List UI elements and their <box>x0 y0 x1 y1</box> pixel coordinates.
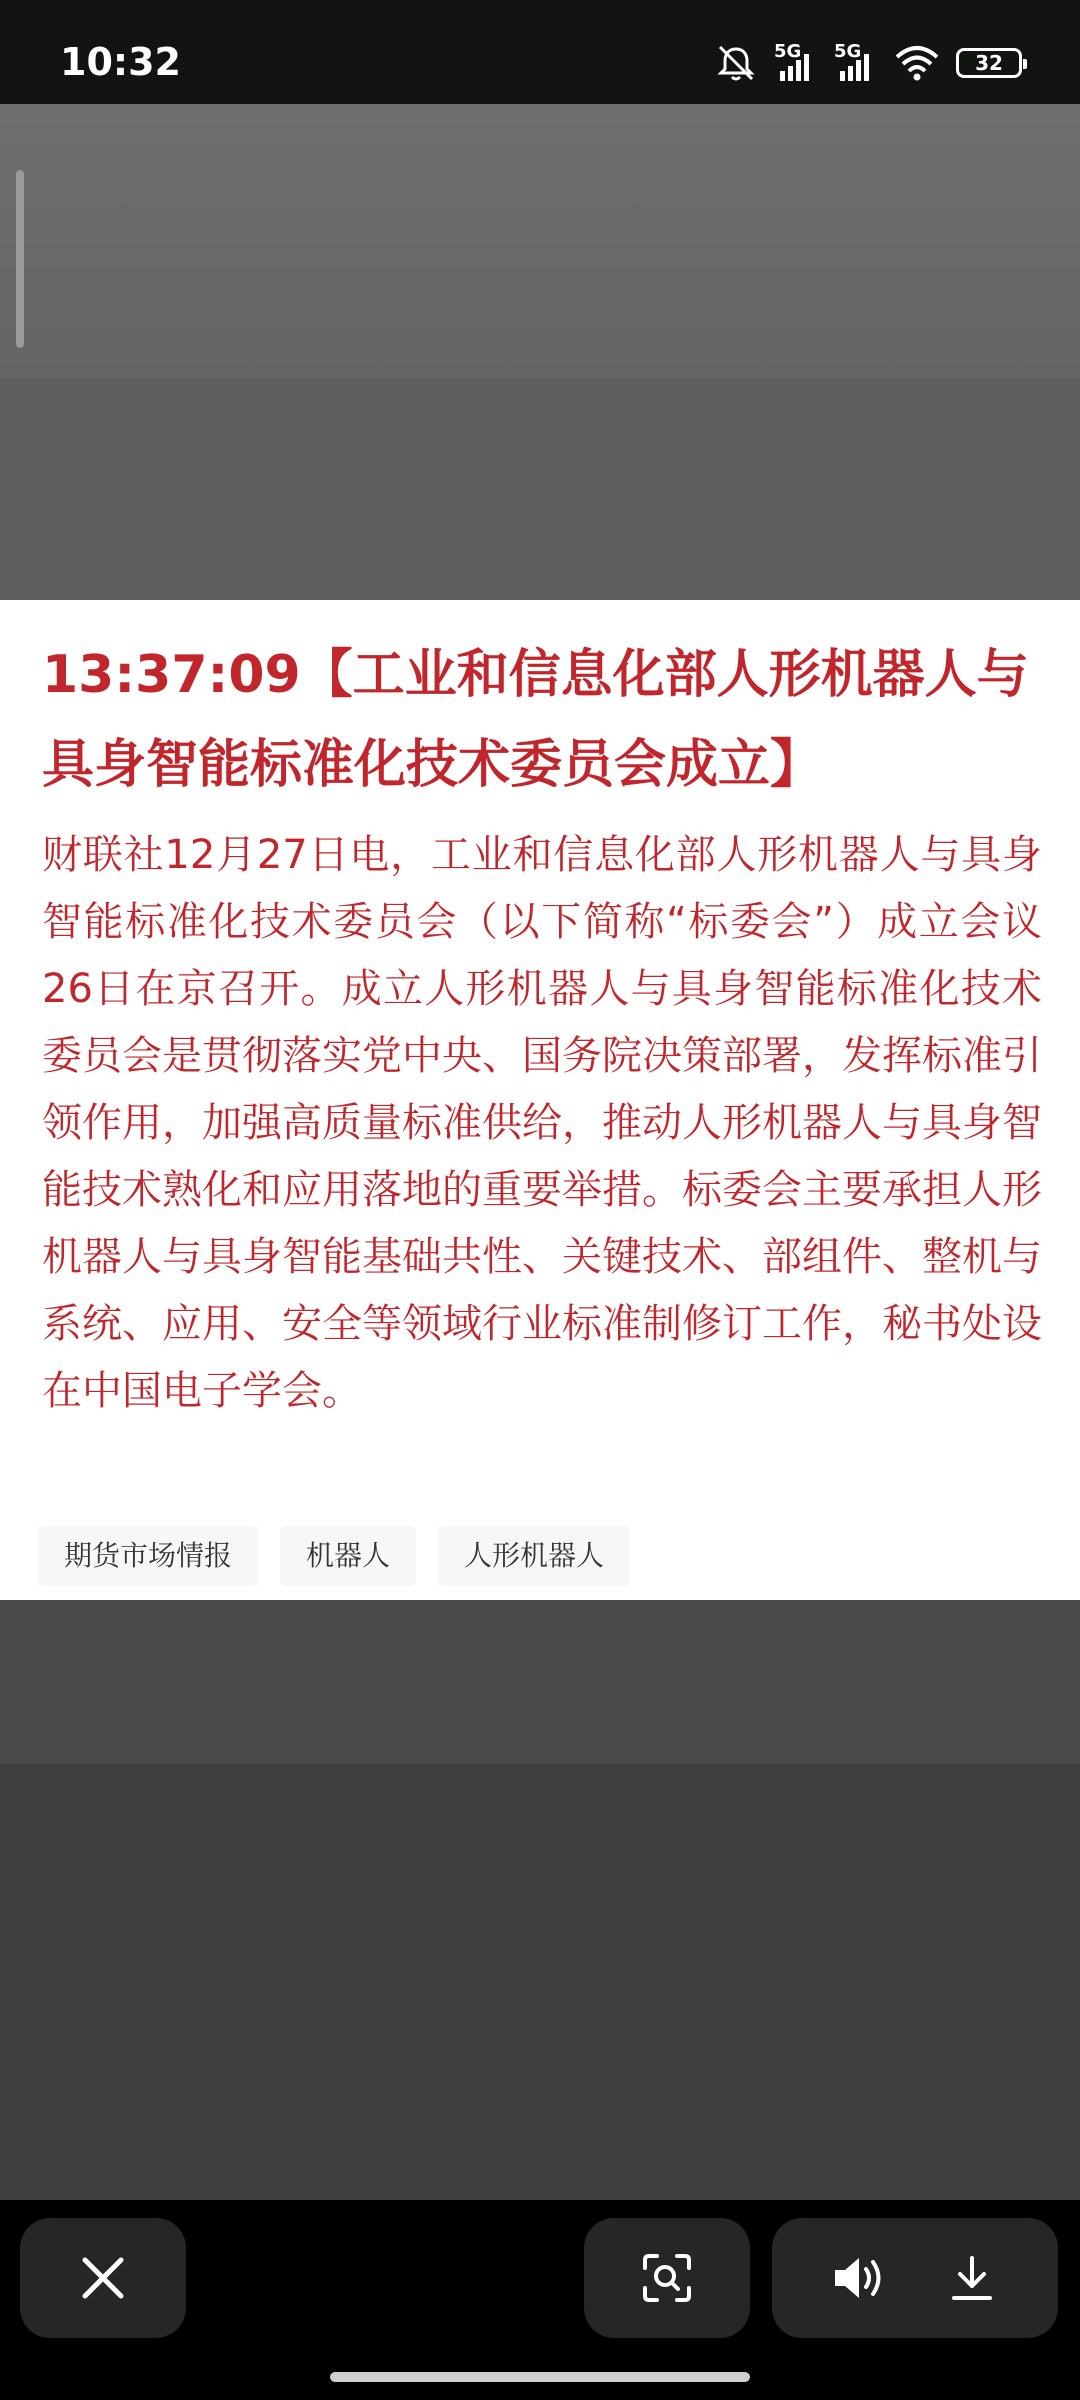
lens-search-button[interactable] <box>584 2218 750 2338</box>
screenshot-toolbar <box>0 2200 1080 2400</box>
battery-icon <box>956 48 1022 78</box>
close-icon <box>81 2256 125 2300</box>
dimmed-background-bottom-lower <box>0 1764 1080 2200</box>
sound-button[interactable] <box>824 2243 894 2313</box>
media-actions <box>772 2218 1058 2338</box>
wifi-icon <box>894 43 940 83</box>
tag-humanoid-robot[interactable]: 人形机器人 <box>438 1526 630 1586</box>
dimmed-background-bottom <box>0 1600 1080 1764</box>
article-body: 财联社12月27日电，工业和信息化部人形机器人与具身智能标准化技术委员会（以下简称“标委会”）成立会议26日在京召开。成立人形机器人与具身智能标准化技术委员会是贯彻落实党中央、国务院决策部署，发挥标准引领作用，加强高质量标准供给，推动人形机器人与具身智能技术熟化和应用落地的重要举措。标委会主要承担人形机器人与具身智能基础共性、关键技术、部组件、整机与系统、应用、安全等领域行业标准制修订工作，秘书处设在中国电子学会。 <box>42 832 1042 1414</box>
tag-list <box>38 1526 630 1586</box>
close-button[interactable] <box>20 2218 186 2338</box>
lens-search-icon <box>641 2252 693 2304</box>
signal-2 <box>834 43 878 83</box>
network-type-label: 5G <box>834 41 862 62</box>
download-icon <box>948 2254 996 2302</box>
status-bar <box>0 0 1080 104</box>
signal-1 <box>774 43 818 83</box>
speaker-icon <box>831 2254 887 2302</box>
battery-level: 32 <box>975 51 1003 75</box>
tag-robot[interactable]: 机器人 <box>280 1526 416 1586</box>
article-headline: 13:37:09【工业和信息化部人形机器人与具身智能标准化技术委员会成立】 <box>42 645 1029 795</box>
tag-futures-market[interactable]: 期货市场情报 <box>38 1526 258 1586</box>
scroll-indicator <box>16 170 24 348</box>
download-button[interactable] <box>937 2243 1007 2313</box>
network-type-label: 5G <box>774 41 802 62</box>
dimmed-background-top <box>0 104 1080 378</box>
home-indicator[interactable] <box>330 2372 750 2382</box>
dimmed-background-top-lower <box>0 378 1080 600</box>
status-icons <box>714 38 1022 88</box>
bell-muted-icon <box>714 43 758 83</box>
status-time: 10:32 <box>60 40 181 84</box>
article-card <box>0 600 1080 1600</box>
